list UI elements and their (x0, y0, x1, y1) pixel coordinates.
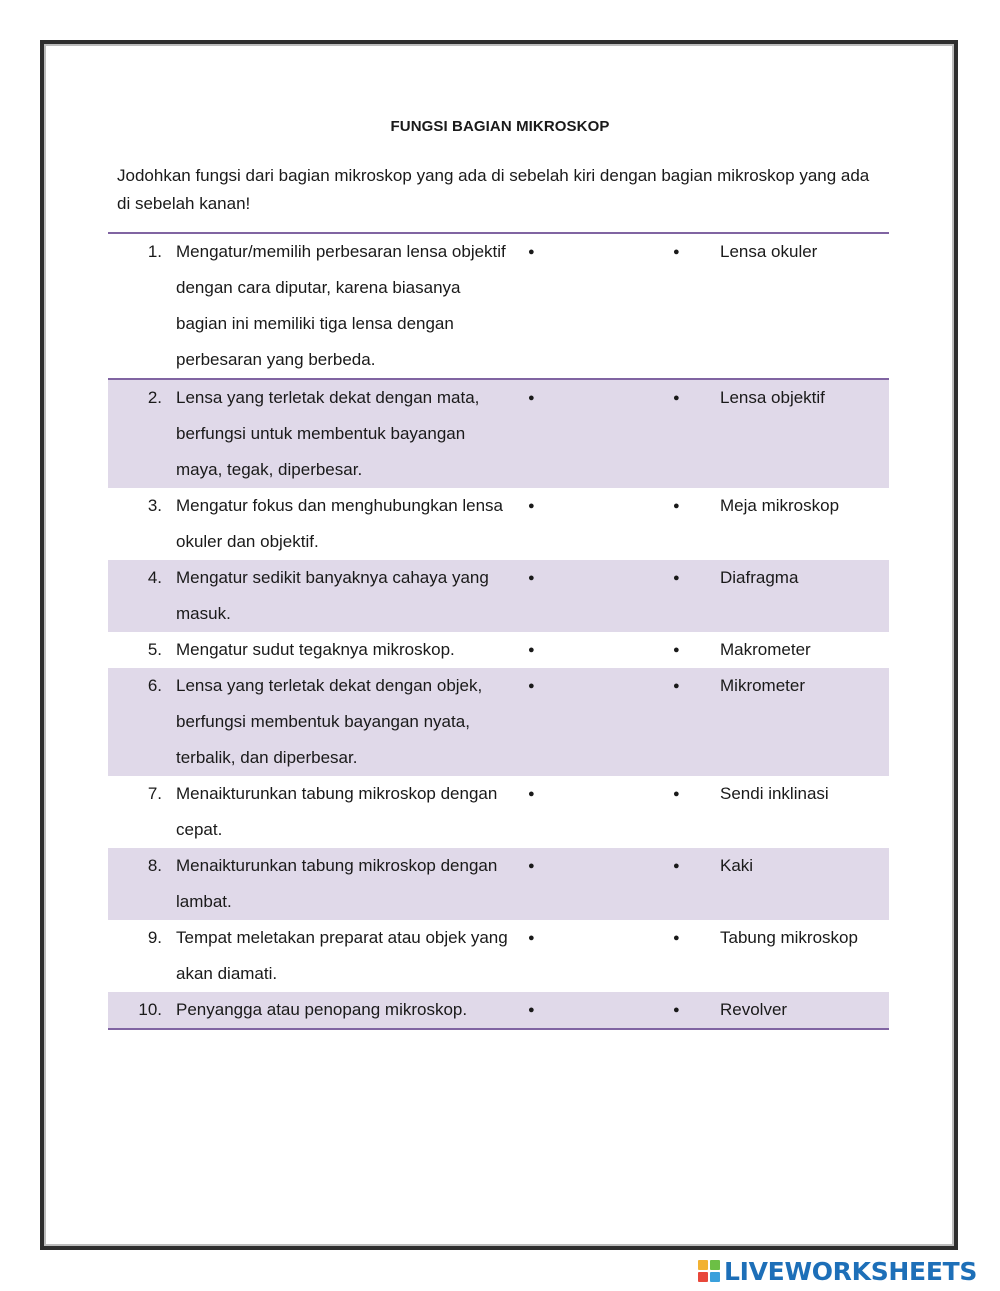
part-name: Makrometer (720, 640, 811, 659)
function-description: Menaikturunkan tabung mikroskop dengan cepat. (176, 784, 498, 839)
table-row (108, 488, 889, 560)
logo-block (710, 1272, 720, 1282)
left-match-dot[interactable]: ● (528, 788, 535, 800)
part-name: Sendi inklinasi (720, 784, 829, 803)
row-number: 4. (147, 568, 162, 587)
right-match-dot[interactable]: ● (673, 932, 680, 944)
liveworksheets-logo (698, 1255, 977, 1287)
matching-table (108, 232, 889, 1030)
function-description: Menaikturunkan tabung mikroskop dengan lambat. (176, 856, 498, 911)
part-name: Meja mikroskop (720, 496, 840, 515)
row-number: 7. (147, 784, 162, 803)
function-description: Mengatur fokus dan menghubungkan lensa okuler dan objektif. (176, 496, 504, 551)
instruction-text: Jodohkan fungsi dari bagian mikroskop yang ada di sebelah kiri dengan bagian mikroskop yang ada di sebelah kanan! (117, 166, 870, 213)
table-row (108, 920, 889, 992)
part-name: Lensa objektif (720, 388, 825, 407)
row-number: 3. (147, 496, 162, 515)
right-match-dot[interactable]: ● (673, 246, 680, 258)
logo-text: LIVEWORKSHEETS (724, 1256, 978, 1286)
part-name: Lensa okuler (720, 242, 818, 261)
function-description: Mengatur/memilih perbesaran lensa objektif dengan cara diputar, karena biasanya bagian ini memiliki tiga lensa dengan perbesaran yang berbeda. (176, 242, 506, 369)
right-match-dot[interactable]: ● (673, 680, 680, 692)
function-description: Mengatur sudut tegaknya mikroskop. (176, 640, 455, 659)
row-number: 2. (147, 388, 162, 407)
table-row (108, 378, 889, 488)
function-description: Penyangga atau penopang mikroskop. (176, 1000, 468, 1019)
row-number: 6. (147, 676, 162, 695)
left-match-dot[interactable]: ● (528, 572, 535, 584)
logo-block (698, 1272, 708, 1282)
row-number: 10. (138, 1000, 162, 1019)
right-match-dot[interactable]: ● (673, 1004, 680, 1016)
worksheet-title: FUNGSI BAGIAN MIKROSKOP (390, 118, 610, 135)
left-match-dot[interactable]: ● (528, 500, 535, 512)
part-name: Kaki (720, 856, 754, 875)
logo-block (698, 1260, 708, 1270)
right-match-dot[interactable]: ● (673, 788, 680, 800)
right-match-dot[interactable]: ● (673, 392, 680, 404)
table-row (108, 560, 889, 632)
part-name: Tabung mikroskop (720, 928, 858, 947)
row-number: 1. (147, 242, 162, 261)
row-number: 5. (147, 640, 162, 659)
left-match-dot[interactable]: ● (528, 1004, 535, 1016)
part-name: Mikrometer (720, 676, 806, 695)
right-match-dot[interactable]: ● (673, 644, 680, 656)
left-match-dot[interactable]: ● (528, 246, 535, 258)
left-match-dot[interactable]: ● (528, 644, 535, 656)
row-number: 8. (147, 856, 162, 875)
left-match-dot[interactable]: ● (528, 932, 535, 944)
row-number: 9. (147, 928, 162, 947)
table-row (108, 992, 889, 1028)
left-match-dot[interactable]: ● (528, 680, 535, 692)
right-match-dot[interactable]: ● (673, 500, 680, 512)
table-row (108, 668, 889, 776)
part-name: Diafragma (720, 568, 799, 587)
function-description: Tempat meletakan preparat atau objek yang akan diamati. (176, 928, 508, 983)
table-row (108, 848, 889, 920)
function-description: Lensa yang terletak dekat dengan mata, berfungsi untuk membentuk bayangan maya, tegak, diperbesar. (176, 388, 480, 479)
left-match-dot[interactable]: ● (528, 860, 535, 872)
table-row (108, 632, 889, 668)
table-row (108, 776, 889, 848)
logo-blocks-icon (698, 1260, 720, 1282)
right-match-dot[interactable]: ● (673, 572, 680, 584)
right-match-dot[interactable]: ● (673, 860, 680, 872)
function-description: Mengatur sedikit banyaknya cahaya yang masuk. (176, 568, 489, 623)
left-match-dot[interactable]: ● (528, 392, 535, 404)
part-name: Revolver (720, 1000, 788, 1019)
function-description: Lensa yang terletak dekat dengan objek, berfungsi membentuk bayangan nyata, terbalik, dan diperbesar. (176, 676, 483, 767)
logo-block (710, 1260, 720, 1270)
table-row (108, 234, 889, 378)
